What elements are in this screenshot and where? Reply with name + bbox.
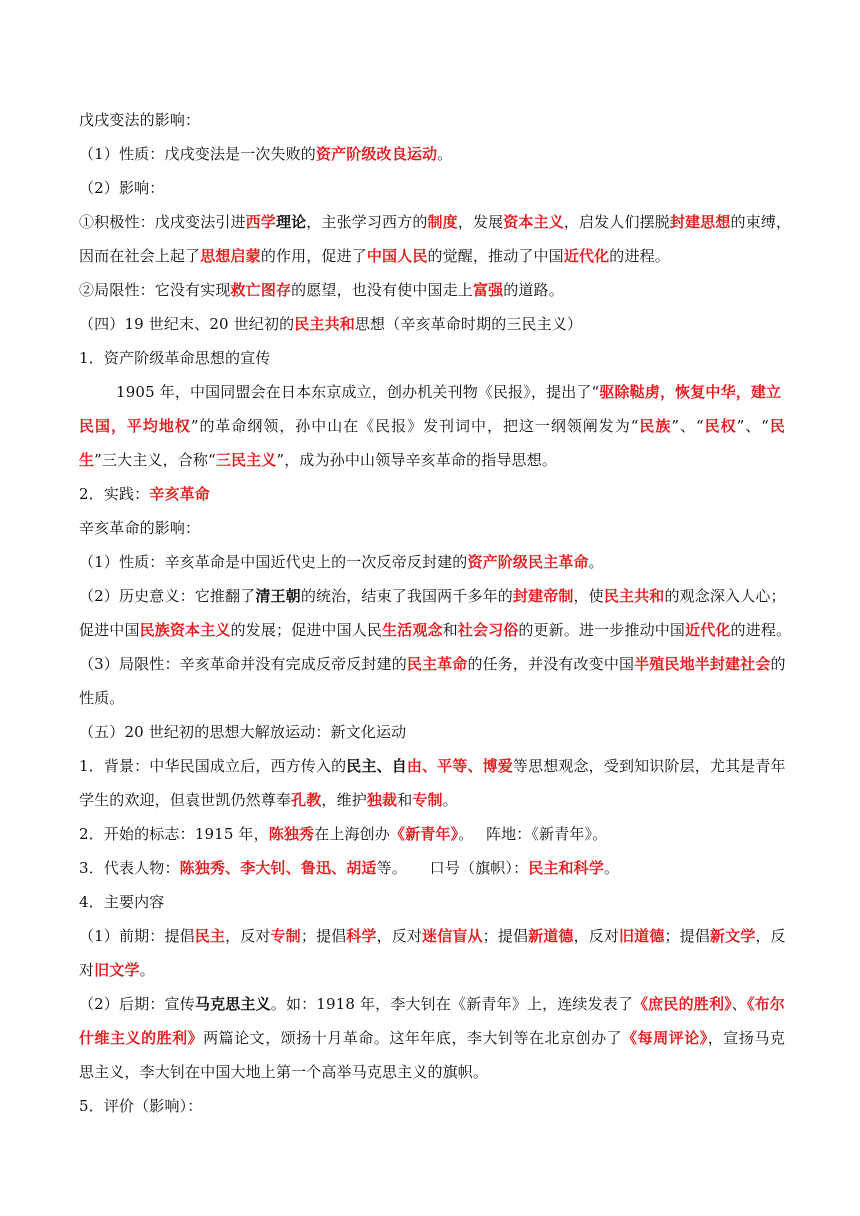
emphasis-term: 生活观念 [382,621,443,639]
section-heading-four [79,314,785,334]
emphasis-term: 专制 [412,791,443,809]
emphasis-term: 资产阶级民主革命 [467,553,589,571]
text-run: 和 [442,621,458,639]
paragraph-early-period-cont [79,960,785,980]
text-run: ；提倡 [482,927,529,945]
bold-term: 马克思主义 [194,995,271,1013]
text-run: 2．实践： [79,485,150,503]
emphasis-term: 新文学 [709,927,756,945]
text-run: ”，成为孙中山领导辛亥革命的指导思想。 [276,451,557,469]
text-run: ，发展 [457,213,504,231]
paragraph-wuxu-positive-cont [79,246,785,266]
emphasis-term: 迷信盲从 [422,927,483,945]
text-run: ①积极性：戊戌变法引进 [79,213,246,231]
emphasis-term: 资产阶级改良运动 [315,145,438,163]
text-run: 的束缚， [730,213,792,231]
emphasis-term: 思想启蒙 [200,247,261,265]
emphasis-term: 制度 [427,213,458,231]
paragraph-background-cont [79,790,785,810]
text-run: 的 [770,655,786,673]
subheading-evaluation [79,1096,785,1116]
emphasis-term: 封建帝制 [512,587,574,605]
emphasis-term: 民族资本主义 [139,621,231,639]
paragraph-late-period-end [79,1062,785,1082]
heading-wuxu-impact [79,110,785,130]
text-run: 学生的欢迎，但袁世凯仍然尊奉 [79,791,292,809]
emphasis-term: 民国，平均地权 [79,417,191,435]
text-run: 思主义，李大钊在中国大地上第一个高举马克思主义的旗帜。 [79,1063,489,1081]
text-run: ，主张学习西方的 [306,213,428,231]
heading-xinhai-impact [79,518,785,538]
emphasis-term: 陈独秀 [268,825,315,843]
paragraph-xinhai-limitation [79,654,785,674]
text-run: 的进程。 [730,621,792,639]
paragraph-tongmenghui-cont [79,416,785,436]
bold-term: 民主、自 [346,757,407,775]
emphasis-term: 旧道德 [619,927,665,945]
emphasis-term: 西学 [245,213,276,231]
text-run: 。 [139,961,155,979]
emphasis-term: 辛亥革命 [149,485,210,503]
emphasis-term: 旧文学 [94,961,140,979]
emphasis-term: 驱除鞑虏，恢复中华，建立 [599,383,782,401]
paragraph-background [79,756,785,776]
text-run: ，反对 [225,927,271,945]
emphasis-term: 新道德 [528,927,574,945]
emphasis-term: 封建思想 [669,213,731,231]
text-run: 因而在社会上起了 [79,247,201,265]
emphasis-term: 三民主义 [215,451,277,469]
paragraph-wuxu-positive [79,212,792,232]
emphasis-term: 科学 [346,927,377,945]
emphasis-term: 《庶民的胜利》 [633,995,732,1013]
text-run: 的更新。进一步推动中国 [518,621,686,639]
paragraph-wuxu-nature [79,144,785,164]
text-run: （五）20 世纪初的思想大解放运动：新文化运动 [79,723,407,741]
emphasis-term: 民权 [703,417,737,435]
emphasis-term: 民主共和 [603,587,665,605]
text-run: 的统治，结束了我国两千多年的 [300,587,513,605]
text-run: 戊戌变法的影响： [79,111,201,129]
text-run: 的发展；促进中国人民 [230,621,383,639]
paragraph-late-period-cont [79,1028,785,1048]
paragraph-representatives [79,858,785,878]
paragraph-start-sign [79,824,785,844]
subheading-revolution-propaganda [79,348,785,368]
text-run: 1．资产阶级革命思想的宣传 [79,349,271,367]
text-run: 。 [588,553,604,571]
text-run: 3．代表人物： [79,859,180,877]
emphasis-term: 资本主义 [503,213,564,231]
text-run: 的观念深入人心； [664,587,786,605]
emphasis-term: 社会习俗 [457,621,519,639]
text-run: （2）历史意义：它推翻了 [79,587,256,605]
text-run: 1905 年，中国同盟会在日本东京成立，创办机关刊物《民报》，提出了“ [116,383,600,401]
text-run: 的觉醒，推动了中国 [427,247,564,265]
emphasis-term: 民主共和 [294,315,355,333]
emphasis-term: 独裁 [366,791,398,809]
text-run: 的任务，并没有改变中国 [467,655,635,673]
bold-term: 理论 [275,213,307,231]
paragraph-xinhai-limitation-cont [79,688,785,708]
bold-term: 清王朝 [255,587,301,605]
text-run: 和 [397,791,413,809]
text-run: ，反对 [376,927,423,945]
text-run: 。如：1918 年，李大钊在《新青年》上，连续发表了 [270,995,634,1013]
text-run: 的作用，促进了 [260,247,367,265]
text-run: 5．评价（影响）： [79,1097,203,1115]
text-run: ，反 [755,927,786,945]
text-run: ；提倡 [300,927,347,945]
paragraph-early-period [79,926,785,946]
text-run: 1．背景：中华民国成立后，西方传入的 [79,757,347,775]
text-run: ”、“ [736,417,769,435]
text-run: 促进中国 [79,621,140,639]
text-run: ”三大主义，合称“ [94,451,216,469]
text-run: 的道路。 [503,281,564,299]
text-run: （2）后期：宣传 [79,995,195,1013]
emphasis-term: 生 [79,451,95,469]
emphasis-term: 民 [769,417,785,435]
text-run: （1）性质：戊戌变法是一次失败的 [79,145,316,163]
text-run: （1）性质：辛亥革命是中国近代史上的一次反帝反封建的 [79,553,468,571]
text-run: 。 阵地：《新青年》。 [458,825,608,843]
paragraph-tongmenghui [116,382,785,402]
text-run: （2）影响： [79,179,165,197]
subheading-main-content [79,892,785,912]
text-run: 。 [437,145,453,163]
emphasis-term: 由、平等、博爱 [406,757,513,775]
text-run: 。 [442,791,458,809]
heading-wuxu-influence [79,178,785,198]
text-run: 2．开始的标志：1915 年， [79,825,269,843]
paragraph-late-period [79,994,785,1014]
emphasis-term: 救亡图存 [230,281,292,299]
text-run: ，维护 [321,791,367,809]
emphasis-term: 近代化 [685,621,731,639]
text-run: 等思想观念，受到知识阶层，尤其是青年 [512,757,786,775]
emphasis-term: 专制 [270,927,301,945]
text-run: 思想（辛亥革命时期的三民主义） [354,315,583,333]
paragraph-xinhai-significance [79,586,785,606]
text-run: ，宣扬马克 [707,1029,785,1047]
paragraph-three-principles [79,450,785,470]
emphasis-term: 孔教 [291,791,322,809]
text-run: ，启发人们摆脱 [563,213,670,231]
section-heading-five [79,722,785,742]
emphasis-term: 民主和科学 [528,859,604,877]
text-run: 两篇论文，颂扬十月革命。这年年底，李大钊等在北京创办了 [203,1029,623,1047]
text-run: 在上海创办 [314,825,390,843]
text-run: ；提倡 [664,927,710,945]
text-run: 等。 口号（旗帜）： [376,859,529,877]
text-run: 4．主要内容 [79,893,165,911]
paragraph-wuxu-limitation [79,280,785,300]
emphasis-term: 民族 [638,417,672,435]
text-run: ，反对 [573,927,620,945]
paragraph-xinhai-significance-cont [79,620,792,640]
text-run: ”的革命纲领，孙中山在《民报》发刊词中，把这一纲领阐发为“ [190,417,639,435]
text-run: ”、“ [671,417,704,435]
text-run: ②局限性：它没有实现 [79,281,231,299]
emphasis-term: 民主革命 [406,655,468,673]
text-run: （3）局限性：辛亥革命并没有完成反帝反封建的 [79,655,407,673]
text-run: 对 [79,961,95,979]
text-run: 。 [603,859,620,877]
emphasis-term: 什维主义的胜利》 [79,1029,204,1047]
emphasis-term: 《布尔 [746,995,785,1013]
text-run: 的愿望，也没有使中国走上 [291,281,473,299]
text-run: 、 [731,995,747,1013]
emphasis-term: 陈独秀、李大钊、鲁迅、胡适 [179,859,377,877]
text-run: ，使 [573,587,604,605]
emphasis-term: 近代化 [563,247,610,265]
paragraph-xinhai-nature [79,552,785,572]
emphasis-term: 《新青年》 [389,825,459,843]
text-run: 辛亥革命的影响： [79,519,201,537]
emphasis-term: 《每周评论》 [622,1029,708,1047]
emphasis-term: 半殖民地半封建社会 [634,655,771,673]
text-run: 的进程。 [609,247,670,265]
emphasis-term: 富强 [472,281,504,299]
text-run: 性质。 [79,689,125,707]
subheading-practice [79,484,785,504]
text-run: （1）前期：提倡 [79,927,195,945]
text-run: （四）19 世纪末、20 世纪初的 [79,315,295,333]
emphasis-term: 民主 [194,927,226,945]
emphasis-term: 中国人民 [366,247,428,265]
